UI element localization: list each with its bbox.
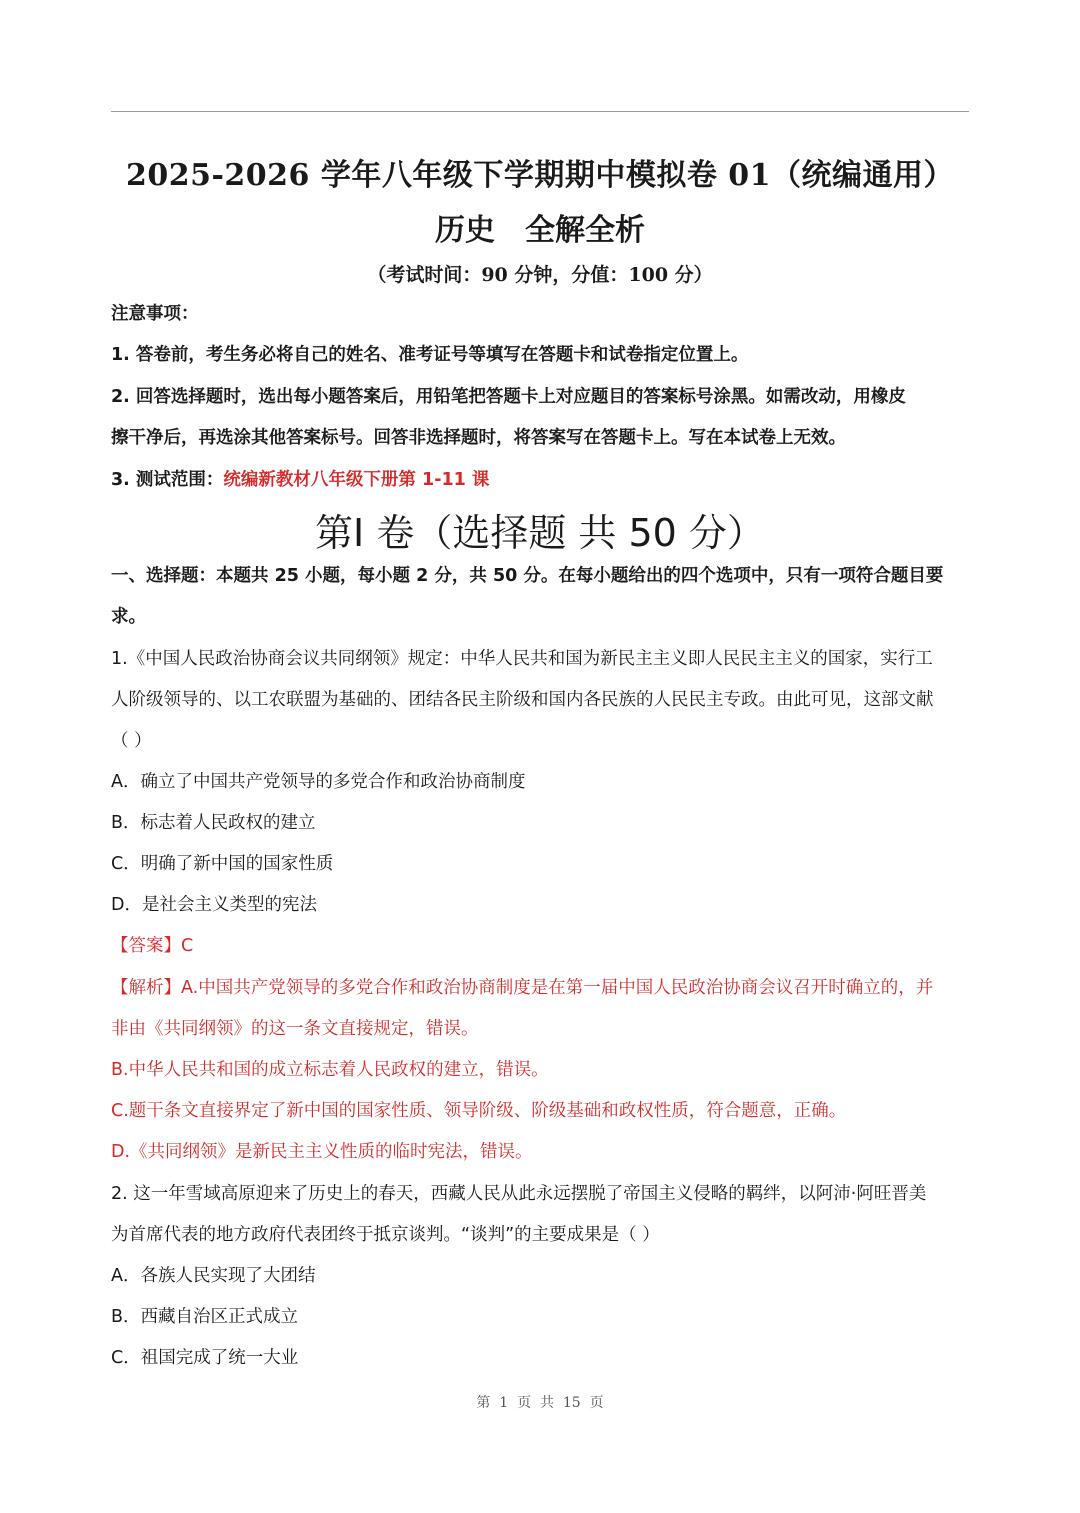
q1-answer: 【答案】C — [111, 936, 194, 956]
q1-stem-line2: 人阶级领导的、以工农联盟为基础的、团结各民主阶级和国内各民族的人民民主专政。由此可见，这部文献 — [111, 690, 934, 710]
exam-time-info: （考试时间：90 分钟，分值：100 分） — [367, 264, 713, 286]
q1-option-b: B．标志着人民政权的建立 — [111, 813, 316, 833]
header-rule — [111, 111, 969, 112]
test-scope: 统编新教材八年级下册第 1-11 课 — [223, 470, 490, 490]
q2-option-a: A．各族人民实现了大团结 — [111, 1266, 316, 1286]
q1-analysis-line2: 非由《共同纲领》的这一条文直接规定，错误。 — [111, 1019, 479, 1039]
q2-option-c: C．祖国完成了统一大业 — [111, 1348, 299, 1368]
q1-option-c: C．明确了新中国的国家性质 — [111, 854, 334, 874]
q2-stem-line1: 2. 这一年雪域高原迎来了历史上的春天，西藏人民从此永远摆脱了帝国主义侵略的羁绊，以阿沛·阿旺晋美 — [111, 1184, 927, 1204]
section-instruction-line1: 一、选择题：本题共 25 小题，每小题 2 分，共 50 分。在每小题给出的四个选项中，只有一项符合题目要 — [111, 566, 944, 586]
notes-item-2-line2: 擦干净后，再选涂其他答案标号。回答非选择题时，将答案写在答题卡上。写在本试卷上无效。 — [111, 428, 846, 448]
part-title: 第Ⅰ 卷（选择题 共 50 分） — [315, 511, 765, 555]
q1-analysis-b: B.中华人民共和国的成立标志着人民政权的建立，错误。 — [111, 1060, 549, 1080]
q1-analysis-line1: 【解析】A.中国共产党领导的多党合作和政治协商制度是在第一届中国人民政治协商会议召开时确立的，并 — [111, 978, 934, 998]
q2-stem-line2: 为首席代表的地方政府代表团终于抵京谈判。“谈判”的主要成果是（ ） — [111, 1225, 660, 1245]
q2-option-b: B．西藏自治区正式成立 — [111, 1307, 299, 1327]
notes-item-1: 1. 答卷前，考生务必将自己的姓名、准考证号等填写在答题卡和试卷指定位置上。 — [111, 345, 749, 365]
q1-option-d: D．是社会主义类型的宪法 — [111, 895, 317, 915]
page-number: 第 1 页 共 15 页 — [476, 1395, 604, 1411]
q1-analysis-c: C.题干条文直接界定了新中国的国家性质、领导阶级、阶级基础和政权性质，符合题意，正确。 — [111, 1101, 847, 1121]
notes-item-3 — [111, 468, 971, 492]
exam-subtitle: 历史 全解全析 — [435, 213, 645, 248]
notes-heading: 注意事项： — [111, 304, 199, 324]
notes-item-2-line1: 2. 回答选择题时，选出每小题答案后，用铅笔把答题卡上对应题目的答案标号涂黑。如需改动，用橡皮 — [111, 387, 906, 407]
q1-option-a: A．确立了中国共产党领导的多党合作和政治协商制度 — [111, 772, 526, 792]
q1-stem-line3: （ ） — [111, 731, 152, 751]
exam-title: 2025-2026 学年八年级下学期期中模拟卷 01（统编通用） — [125, 158, 955, 193]
q1-analysis-d: D.《共同纲领》是新民主主义性质的临时宪法，错误。 — [111, 1142, 533, 1162]
q1-stem-line1: 1.《中国人民政治协商会议共同纲领》规定：中华人民共和国为新民主主义即人民民主主义的国家，实行工 — [111, 649, 933, 669]
section-instruction-line2: 求。 — [111, 607, 146, 627]
notes-item-3-prefix: 3. 测试范围： — [111, 470, 224, 490]
